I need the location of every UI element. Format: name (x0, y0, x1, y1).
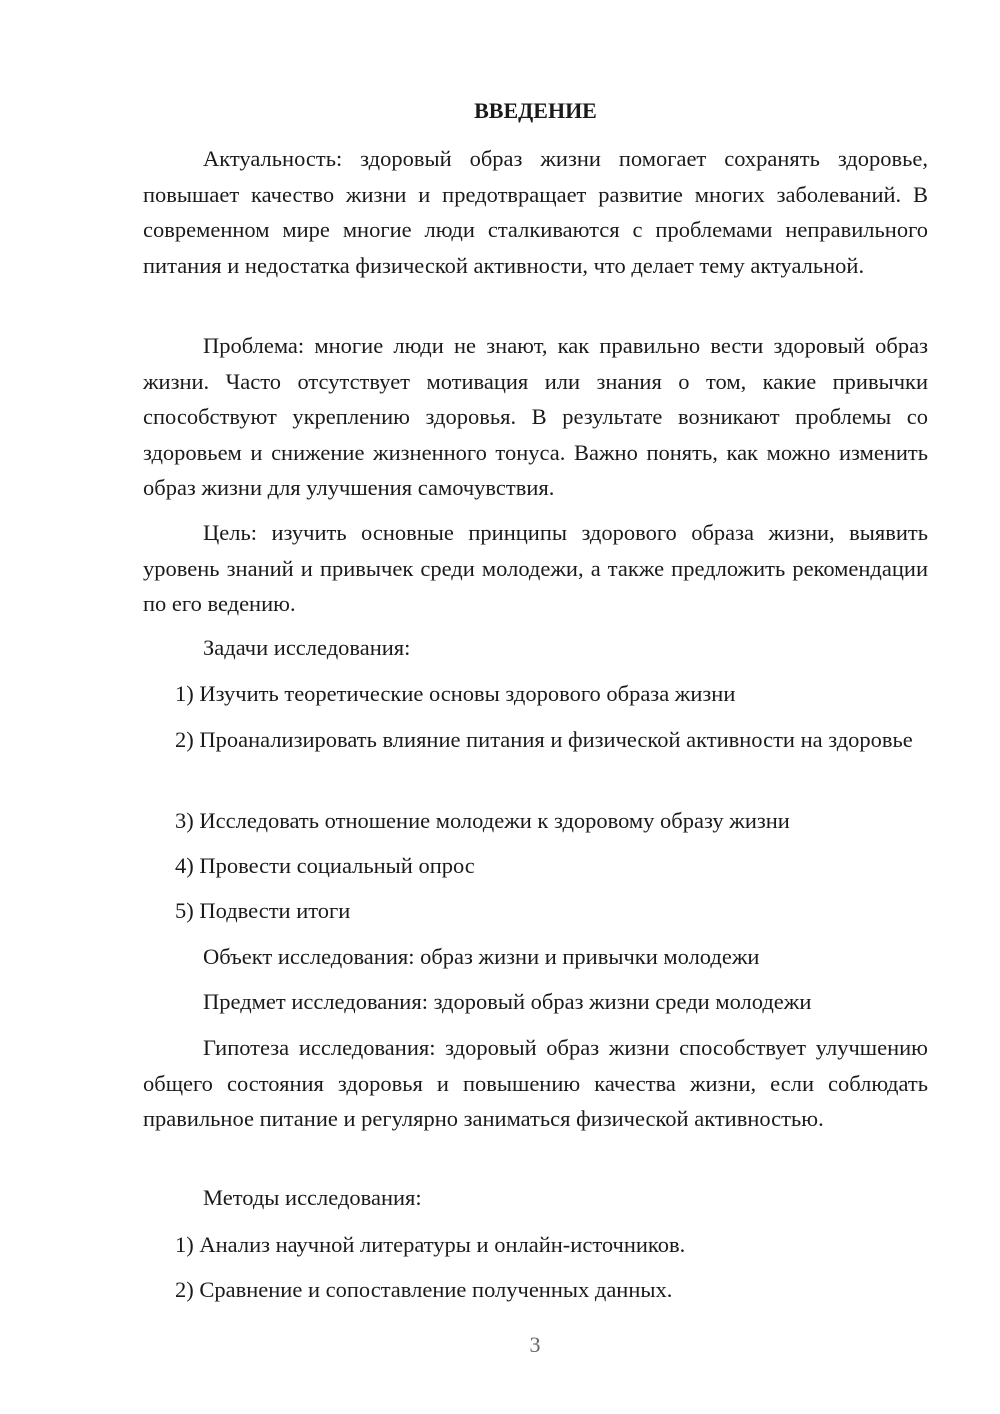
task-item: 3) Исследовать отношение молодежи к здоровому образу жизни (175, 808, 790, 833)
task-item: 1) Изучить теоретические основы здорового образа жизни (175, 681, 736, 706)
subject-line: Предмет исследования: здоровый образ жизни среди молодежи (203, 989, 812, 1014)
task-item: 5) Подвести итоги (175, 898, 351, 923)
tasks-heading: Задачи исследования: (203, 635, 411, 660)
hypothesis-paragraph: Гипотеза исследования: здоровый образ жизни способствует улучшению общего состояния здоровья и повышению качества жизни, если соблюдать правильное питание и регулярно заниматься физической активностью. (143, 1035, 928, 1131)
task-item: 4) Провести социальный опрос (175, 853, 475, 878)
relevance-paragraph: Актуальность: здоровый образ жизни помогает сохранять здоровье, повышает качество жизни и предотвращает развитие многих заболеваний. В современном мире многие люди сталкиваются с проблемами неправильного питания и недостатка физической активности, что делает тему актуальной. (143, 146, 928, 278)
methods-heading: Методы исследования: (203, 1185, 422, 1210)
goal-paragraph: Цель: изучить основные принципы здорового образа жизни, выявить уровень знаний и привычек среди молодежи, а также предложить рекомендации по его ведению. (143, 520, 928, 616)
method-item: 1) Анализ научной литературы и онлайн-источников. (175, 1232, 686, 1257)
method-item: 2) Сравнение и сопоставление полученных данных. (175, 1277, 673, 1302)
object-line: Объект исследования: образ жизни и привычки молодежи (203, 944, 760, 969)
task-item: 2) Проанализировать влияние питания и физической активности на здоровье (175, 727, 913, 752)
page-number: 3 (529, 1332, 541, 1357)
problem-paragraph: Проблема: многие люди не знают, как правильно вести здоровый образ жизни. Часто отсутствует мотивация или знания о том, какие привычки способствуют укреплению здоровья. В результате возникают проблемы со здоровьем и снижение жизненного тонуса. Важно понять, как можно изменить образ жизни для улучшения самочувствия. (143, 333, 928, 500)
page-title: ВВЕДЕНИЕ (474, 98, 597, 123)
